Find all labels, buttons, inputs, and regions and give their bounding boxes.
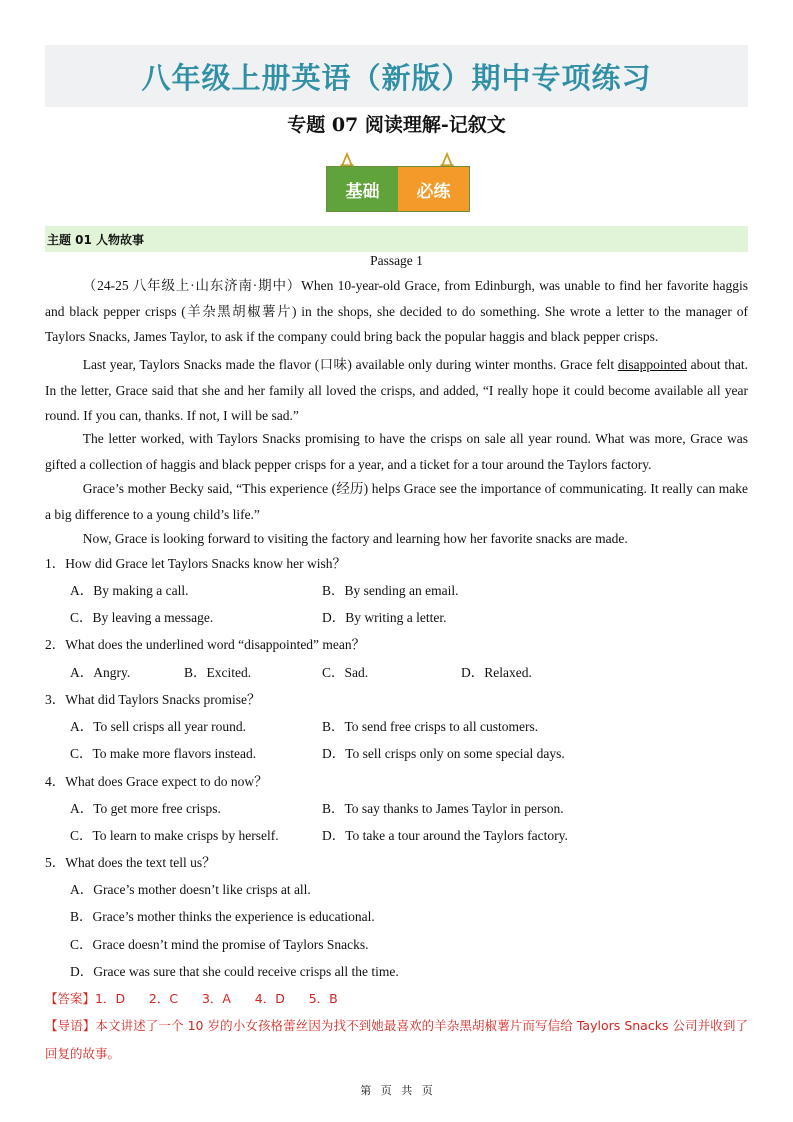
passage-paragraph-3: The letter worked, with Taylors Snacks promising to have the crisps on sale all year round. What was more, Grace was gifted a collection of haggis and black pepper crisps for a year, and a ticket for a tour around the Taylors factory. [45, 431, 748, 472]
question-5-stem: 5．What does the text tell us？ [45, 855, 216, 870]
question-5-option-d: D．Grace was sure that she could receive crisps all the time. [70, 964, 399, 979]
question-1-option-c: C．By leaving a message. [70, 610, 214, 625]
page-footer: 第 页 共 页 [360, 1084, 433, 1097]
question-3-option-a: A．To sell crisps all year round. [70, 719, 247, 734]
paragraph-2-before: Last year, Taylors Snacks made the flavor (口味) available only during winter months. Grace felt [82, 357, 618, 372]
passage-paragraph-2 [45, 352, 748, 429]
question-1-stem: 1．How did Grace let Taylors Snacks know her wish？ [45, 556, 347, 571]
question-1-option-a: A．By making a call. [70, 583, 189, 598]
question-2-option-a: A．Angry. [70, 665, 131, 680]
passage-paragraph-5: Now, Grace is looking forward to visiting the factory and learning how her favorite snacks are made. [82, 531, 628, 546]
question-2-stem: 2．What does the underlined word “disappointed” mean？ [45, 637, 366, 652]
banner-title: 八年级上册英语（新版）期中专项练习 [141, 60, 652, 95]
question-4-option-b: B．To say thanks to James Taylor in person. [322, 801, 564, 816]
badge-right-label: 必练 [398, 167, 469, 211]
question-3-stem: 3．What did Taylors Snacks promise？ [45, 692, 261, 707]
question-3-option-b: B．To send free crisps to all customers. [322, 719, 539, 734]
question-3-option-d: D．To sell crisps only on some special days. [322, 746, 565, 761]
question-5-option-a: A．Grace’s mother doesn’t like crisps at all. [70, 882, 311, 897]
answer-key: 【答案】1．D 2．C 3．A 4．D 5．B [45, 991, 338, 1006]
question-5-option-c: C．Grace doesn’t mind the promise of Taylors Snacks. [70, 937, 369, 952]
badge-left-label: 基础 [327, 167, 398, 211]
guide-summary: 【导语】本文讲述了一个 10 岁的小女孩格蕾丝因为找不到她最喜欢的羊杂黑胡椒薯片而写信给 Taylors Snacks 公司并收到了回复的故事。 [45, 1018, 748, 1061]
passage-title: Passage 1 [370, 253, 423, 268]
paragraph-2-after: about that. In the letter, Grace said that she and her family all loved the crisps, and added, “I really hope it could become available all year round. If you can, thanks. If not, I will be sad.” [45, 357, 748, 423]
badge-box [326, 166, 470, 212]
question-2-option-c: C．Sad. [322, 665, 369, 680]
theme-bar [45, 226, 748, 252]
question-3-option-c: C．To make more flavors instead. [70, 746, 257, 761]
question-5-option-b: B．Grace’s mother thinks the experience is educational. [70, 909, 375, 924]
topic-subtitle: 专题 07 阅读理解-记叙文 [287, 114, 506, 136]
basic-practice-badge [326, 152, 468, 210]
question-4-option-d: D．To take a tour around the Taylors factory. [322, 828, 568, 843]
underlined-word: disappointed [617, 357, 687, 372]
question-2-option-b: B．Excited. [184, 665, 252, 680]
question-4-option-a: A．To get more free crisps. [70, 801, 221, 816]
title-banner [45, 45, 748, 107]
theme-label: 主题 01 人物故事 [47, 232, 145, 247]
question-4-option-c: C．To learn to make crisps by herself. [70, 828, 279, 843]
question-1-option-d: D．By writing a letter. [322, 610, 447, 625]
question-4-stem: 4．What does Grace expect to do now？ [45, 774, 268, 789]
passage-paragraph-4: Grace’s mother Becky said, “This experience (经历) helps Grace see the importance of communicating. It really can make a big difference to a young child’s life.” [45, 481, 748, 522]
question-2-option-d: D．Relaxed. [461, 665, 532, 680]
passage-paragraph-1: （24-25 八年级上·山东济南·期中）When 10-year-old Grace, from Edinburgh, was unable to find her favorite haggis and black pepper crisps (羊杂黑胡椒薯片) in the shops, she decided to do something. She wrote a letter to the manager of Taylors Snacks, James Taylor, to ask if the company could bring back the popular haggis and black pepper crisps. [45, 278, 748, 344]
question-1-option-b: B．By sending an email. [322, 583, 459, 598]
